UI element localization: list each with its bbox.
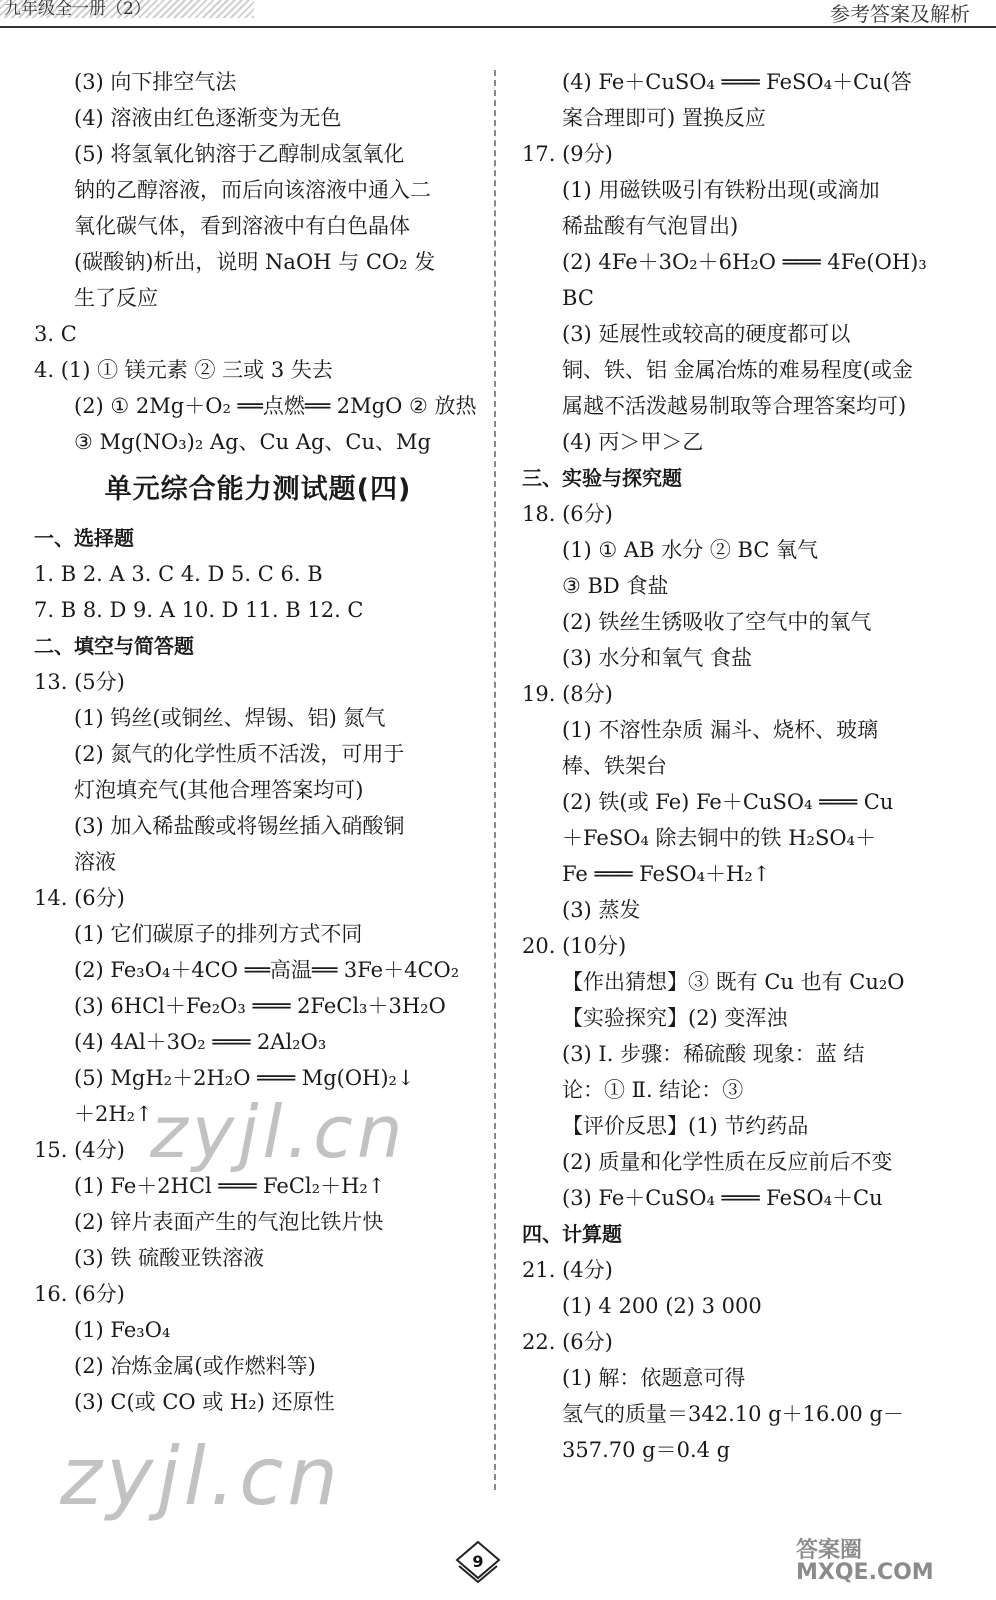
answer-line: 【作出猜想】③ 既有 Cu 也有 Cu₂O: [562, 970, 905, 994]
answer-line: (2) Fe₃O₄＋4CO ══高温══ 3Fe＋4CO₂: [74, 958, 460, 982]
answer-line: 20. (10分): [522, 934, 627, 958]
answer-line: (4) 丙＞甲＞乙: [562, 430, 704, 454]
answer-line: 灯泡填充气(其他合理答案均可): [74, 778, 364, 802]
column-divider: [494, 70, 496, 1490]
answer-line: BC: [562, 286, 594, 310]
answer-line: (2) 氮气的化学性质不活泼，可用于: [74, 742, 405, 766]
watermark-logo-url: MXQE.COM: [796, 1560, 934, 1585]
answer-line: 19. (8分): [522, 682, 613, 706]
answer-line: Fe ═══ FeSO₄＋H₂↑: [562, 862, 771, 886]
answer-line: 氢气的质量＝342.10 g＋16.00 g－: [562, 1402, 904, 1426]
answer-line: (1) 4 200 (2) 3 000: [562, 1294, 762, 1318]
answer-line: (2) ① 2Mg＋O₂ ══点燃══ 2MgO ② 放热: [74, 394, 477, 418]
answer-line: (3) 向下排空气法: [74, 70, 237, 94]
answer-line: ＋FeSO₄ 除去铜中的铁 H₂SO₄＋: [562, 826, 876, 850]
answer-line: (1) 用磁铁吸引有铁粉出现(或滴加: [562, 178, 880, 202]
answer-line: 16. (6分): [34, 1282, 125, 1306]
answer-line: ③ Mg(NO₃)₂ Ag、Cu Ag、Cu、Mg: [74, 430, 431, 454]
answer-line: (5) 将氢氧化钠溶于乙醇制成氢氧化: [74, 142, 405, 166]
page-number-badge: [455, 1540, 501, 1586]
answer-line: 357.70 g＝0.4 g: [562, 1438, 731, 1462]
answer-line: 生了反应: [74, 286, 158, 310]
answer-line: 棒、铁架台: [562, 754, 667, 778]
answer-line: (1) 钨丝(或铜丝、焊锡、铝) 氮气: [74, 706, 386, 730]
answer-line: 属越不活泼越易制取等合理答案均可): [562, 394, 907, 418]
answer-line: 22. (6分): [522, 1330, 613, 1354]
answer-line: (2) 4Fe＋3O₂＋6H₂O ═══ 4Fe(OH)₃: [562, 250, 927, 274]
answer-line: 1. B 2. A 3. C 4. D 5. C 6. B: [34, 562, 323, 586]
answer-line: 【实验探究】(2) 变浑浊: [562, 1006, 788, 1030]
answer-line: 13. (5分): [34, 670, 125, 694]
section-heading: 三、实验与探究题: [522, 466, 682, 490]
answer-line: (4) 溶液由红色逐渐变为无色: [74, 106, 342, 130]
answer-line: (1) Fe₃O₄: [74, 1318, 171, 1342]
watermark: zyjl.cn: [150, 1090, 407, 1174]
left-column: [34, 64, 482, 1420]
answer-line: (碳酸钠)析出，说明 NaOH 与 CO₂ 发: [74, 250, 436, 274]
answer-line: (3) 铁 硫酸亚铁溶液: [74, 1246, 265, 1270]
answer-line: 钠的乙醇溶液，而后向该溶液中通入二: [74, 178, 431, 202]
answer-line: (4) Fe＋CuSO₄ ═══ FeSO₄＋Cu(答: [562, 70, 912, 94]
answer-line: 氧化碳气体，看到溶液中有白色晶体: [74, 214, 410, 238]
answer-line: 【评价反思】(1) 节约药品: [562, 1114, 809, 1138]
watermark: zyjl.cn: [60, 1430, 342, 1523]
answer-line: 15. (4分): [34, 1138, 125, 1162]
section-heading: 二、填空与简答题: [34, 634, 194, 658]
answer-line: (3) 延展性或较高的硬度都可以: [562, 322, 851, 346]
answer-line: 稀盐酸有气泡冒出): [562, 214, 739, 238]
answer-line: 溶液: [74, 850, 116, 874]
answer-line: (1) 不溶性杂质 漏斗、烧杯、玻璃: [562, 718, 879, 742]
answer-line: (2) 铁丝生锈吸收了空气中的氧气: [562, 610, 872, 634]
watermark-logo: [796, 1540, 934, 1584]
answer-line: (1) Fe＋2HCl ═══ FeCl₂＋H₂↑: [74, 1174, 386, 1198]
answer-line: (2) 锌片表面产生的气泡比铁片快: [74, 1210, 384, 1234]
page-header: [0, 0, 996, 28]
section-title: 单元综合能力测试题(四): [104, 474, 412, 505]
answer-line: (3) 水分和氧气 食盐: [562, 646, 753, 670]
answer-line: 17. (9分): [522, 142, 613, 166]
answer-line: 3. C: [34, 322, 77, 346]
section-heading: 四、计算题: [522, 1222, 622, 1246]
answer-line: 4. (1) ① 镁元素 ② 三或 3 失去: [34, 358, 333, 382]
section-heading: 一、选择题: [34, 526, 134, 550]
answer-line: 案合理即可) 置换反应: [562, 106, 766, 130]
answer-line: (3) 6HCl＋Fe₂O₃ ═══ 2FeCl₃＋3H₂O: [74, 994, 446, 1018]
answer-line: (2) 质量和化学性质在反应前后不变: [562, 1150, 893, 1174]
header-book-title: 九年级全一册（2）: [0, 0, 254, 18]
header-section-title: 参考答案及解析: [830, 2, 970, 26]
answer-line: (3) 蒸发: [562, 898, 641, 922]
answer-line: 21. (4分): [522, 1258, 613, 1282]
answer-line: (1) 解：依题意可得: [562, 1366, 746, 1390]
answer-line: (1) ① AB 水分 ② BC 氧气: [562, 538, 819, 562]
answer-line: (2) 铁(或 Fe) Fe＋CuSO₄ ═══ Cu: [562, 790, 894, 814]
answer-line: (3) Fe＋CuSO₄ ═══ FeSO₄＋Cu: [562, 1186, 883, 1210]
watermark-logo-text: 答案圈: [796, 1538, 863, 1563]
answer-line: ③ BD 食盐: [562, 574, 669, 598]
answer-line: 7. B 8. D 9. A 10. D 11. B 12. C: [34, 598, 364, 622]
answer-line: (1) 它们碳原子的排列方式不同: [74, 922, 363, 946]
answer-line: (5) MgH₂＋2H₂O ═══ Mg(OH)₂↓: [74, 1066, 415, 1090]
answer-line: 铜、铁、铝 金属冶炼的难易程度(或金: [562, 358, 913, 382]
page-number-diamond-icon: [455, 1540, 501, 1586]
answer-line: 论：① Ⅱ. 结论：③: [562, 1078, 744, 1102]
answer-line: (3) 加入稀盐酸或将锡丝插入硝酸铜: [74, 814, 405, 838]
answer-line: 18. (6分): [522, 502, 613, 526]
answer-line: 14. (6分): [34, 886, 125, 910]
answer-line: (4) 4Al＋3O₂ ═══ 2Al₂O₃: [74, 1030, 327, 1054]
answer-line: (2) 冶炼金属(或作燃料等): [74, 1354, 316, 1378]
answer-line: ＋2H₂↑: [74, 1102, 153, 1126]
page-number: 9: [472, 1552, 484, 1571]
answer-line: (3) C(或 CO 或 H₂) 还原性: [74, 1390, 335, 1414]
right-column: [522, 64, 972, 1468]
answer-line: (3) Ⅰ. 步骤：稀硫酸 现象：蓝 结: [562, 1042, 865, 1066]
